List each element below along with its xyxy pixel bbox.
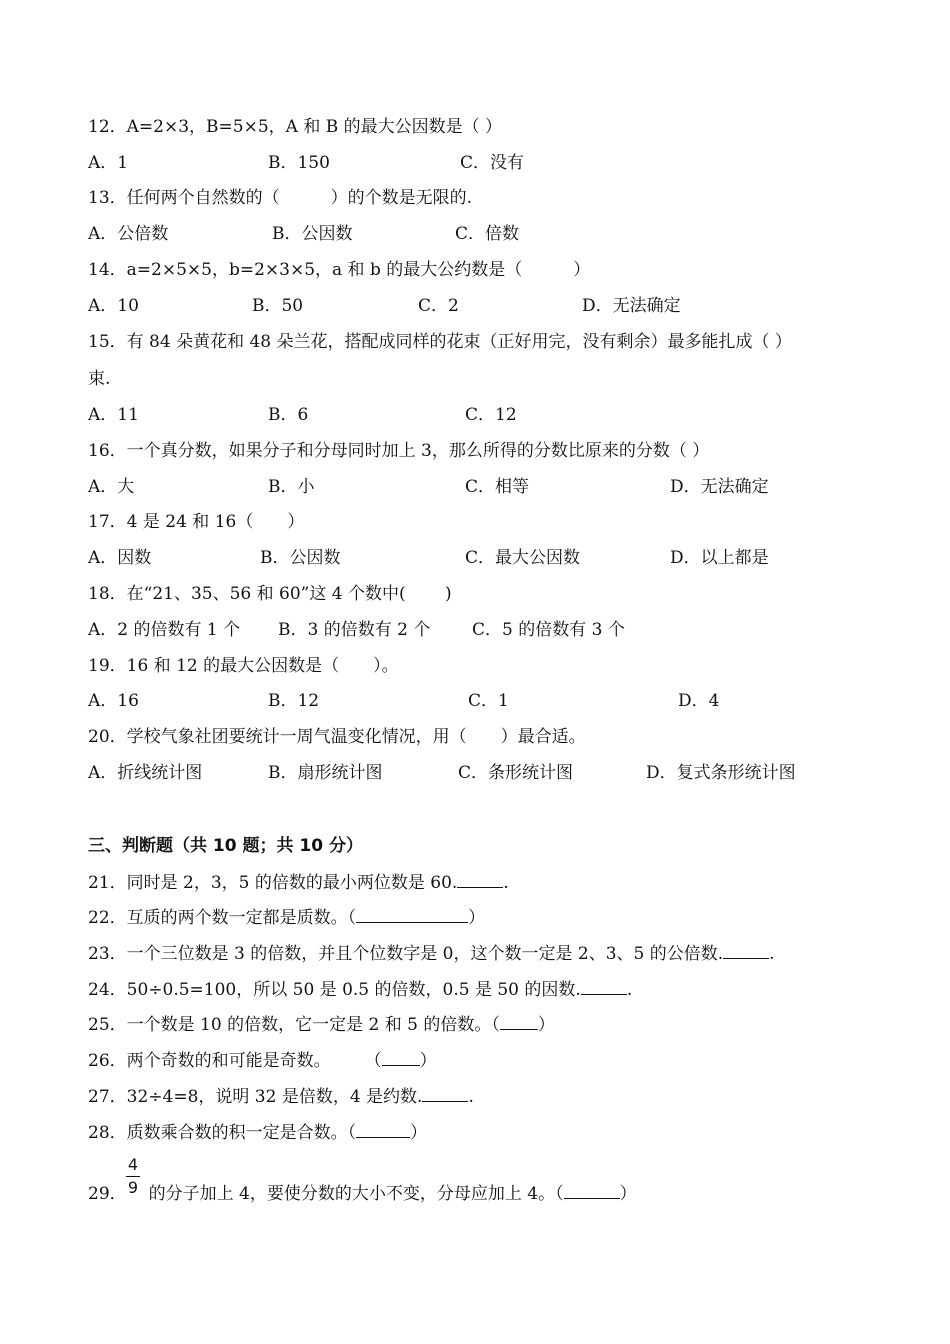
judgement-item-25: [88, 1013, 555, 1036]
option: A．折线统计图: [88, 763, 203, 783]
item-text-end: .: [468, 1087, 474, 1107]
option: B．公因数: [260, 548, 341, 568]
option: C．相等: [465, 477, 530, 497]
option: C．2: [418, 296, 459, 316]
item-text-end: .: [503, 873, 509, 893]
option: B．150: [268, 153, 330, 173]
question-12: 12．A=2×3，B=5×5，A 和 B 的最大公因数是（ ）: [88, 117, 503, 137]
option: A．2 的倍数有 1 个: [88, 620, 241, 640]
option: B．扇形统计图: [268, 763, 383, 783]
section-heading: 三、判断题（共 10 题；共 10 分）: [88, 836, 363, 856]
item-text-mid: 的分子加上 4，要使分数的大小不变，分母应加上 4。（: [148, 1184, 564, 1204]
option: D．4: [678, 691, 720, 711]
fraction-bar: [126, 1176, 140, 1177]
judgement-item-28: [88, 1121, 427, 1144]
judgement-item-22: [88, 906, 485, 929]
question-16: 16．一个真分数，如果分子和分母同时加上 3，那么所得的分数比原来的分数（ ）: [88, 441, 710, 461]
item-text-end: ）: [619, 1184, 637, 1204]
option: A．1: [88, 153, 129, 173]
option: A．11: [88, 405, 139, 425]
item-text: 28．质数乘合数的积一定是合数。（: [88, 1123, 357, 1143]
judgement-item-23: [88, 942, 775, 965]
question-14: 14．a=2×5×5，b=2×3×5，a 和 b 的最大公约数是（ ）: [88, 260, 591, 280]
item-text: 26．两个奇数的和可能是奇数。 （: [88, 1051, 382, 1071]
question-17: 17．4 是 24 和 16（ ）: [88, 512, 305, 532]
option: D．无法确定: [670, 477, 769, 497]
answer-blank[interactable]: [457, 871, 503, 888]
fraction-denominator: 9: [127, 1178, 139, 1197]
question-15-continued: 束.: [88, 369, 111, 389]
item-text: 21．同时是 2，3，5 的倍数的最小两位数是 60.: [88, 873, 458, 893]
question-19: 19．16 和 12 的最大公因数是（ ）。: [88, 656, 399, 676]
item-text: 22．互质的两个数一定都是质数。（: [88, 908, 357, 928]
answer-blank[interactable]: [723, 942, 769, 959]
item-text: 23．一个三位数是 3 的倍数，并且个位数字是 0，这个数一定是 2、3、5 的公倍数.: [88, 944, 724, 964]
option: C．5 的倍数有 3 个: [472, 620, 625, 640]
option: B．6: [268, 405, 309, 425]
option: B．50: [252, 296, 304, 316]
option: A．16: [88, 691, 139, 711]
option: C．没有: [460, 153, 525, 173]
question-20: 20．学校气象社团要统计一周气温变化情况，用（ ）最合适。: [88, 727, 586, 747]
option: B．公因数: [272, 224, 353, 244]
judgement-item-26: [88, 1049, 437, 1072]
item-text: 27．32÷4=8，说明 32 是倍数，4 是约数.: [88, 1087, 423, 1107]
item-text-end: ）: [537, 1015, 555, 1035]
option: A．公倍数: [88, 224, 169, 244]
question-15: 15．有 84 朵黄花和 48 朵兰花，搭配成同样的花束（正好用完，没有剩余）最多能扎成（ ）: [88, 332, 792, 352]
item-text-end: ）: [410, 1123, 428, 1143]
option: C．最大公因数: [465, 548, 581, 568]
option: B．小: [268, 477, 315, 497]
answer-blank[interactable]: [422, 1085, 468, 1102]
question-13: 13．任何两个自然数的（ ）的个数是无限的.: [88, 188, 473, 208]
judgement-item-27: [88, 1085, 474, 1108]
judgement-item-24: [88, 978, 632, 1001]
item-text: 29．: [88, 1184, 127, 1204]
answer-blank[interactable]: [356, 906, 468, 923]
answer-blank[interactable]: [356, 1121, 410, 1138]
item-text: 25．一个数是 10 的倍数，它一定是 2 和 5 的倍数。（: [88, 1015, 500, 1035]
option: A．大: [88, 477, 135, 497]
item-text: 24．50÷0.5=100，所以 50 是 0.5 的倍数，0.5 是 50 的因数.: [88, 980, 581, 1000]
fraction-numerator: 4: [127, 1155, 139, 1174]
answer-blank[interactable]: [581, 978, 627, 995]
answer-blank[interactable]: [500, 1013, 538, 1030]
option: C．12: [465, 405, 517, 425]
option: C．条形统计图: [458, 763, 574, 783]
option: D．以上都是: [670, 548, 769, 568]
option: A．10: [88, 296, 139, 316]
question-18: 18．在“21、35、56 和 60”这 4 个数中( ): [88, 584, 452, 604]
item-text-end: .: [769, 944, 775, 964]
judgement-item-21: [88, 871, 509, 894]
item-text-end: .: [626, 980, 633, 1000]
option: C．1: [468, 691, 509, 711]
answer-blank[interactable]: [382, 1049, 420, 1066]
item-text-end: ）: [468, 908, 486, 928]
item-text-end: ）: [419, 1051, 437, 1071]
answer-blank[interactable]: [564, 1182, 620, 1199]
option: B．12: [268, 691, 320, 711]
option: A．因数: [88, 548, 152, 568]
option: B．3 的倍数有 2 个: [278, 620, 431, 640]
option: D．无法确定: [582, 296, 681, 316]
option: D．复式条形统计图: [646, 763, 796, 783]
option: C．倍数: [455, 224, 520, 244]
judgement-item-29: [88, 1182, 637, 1205]
